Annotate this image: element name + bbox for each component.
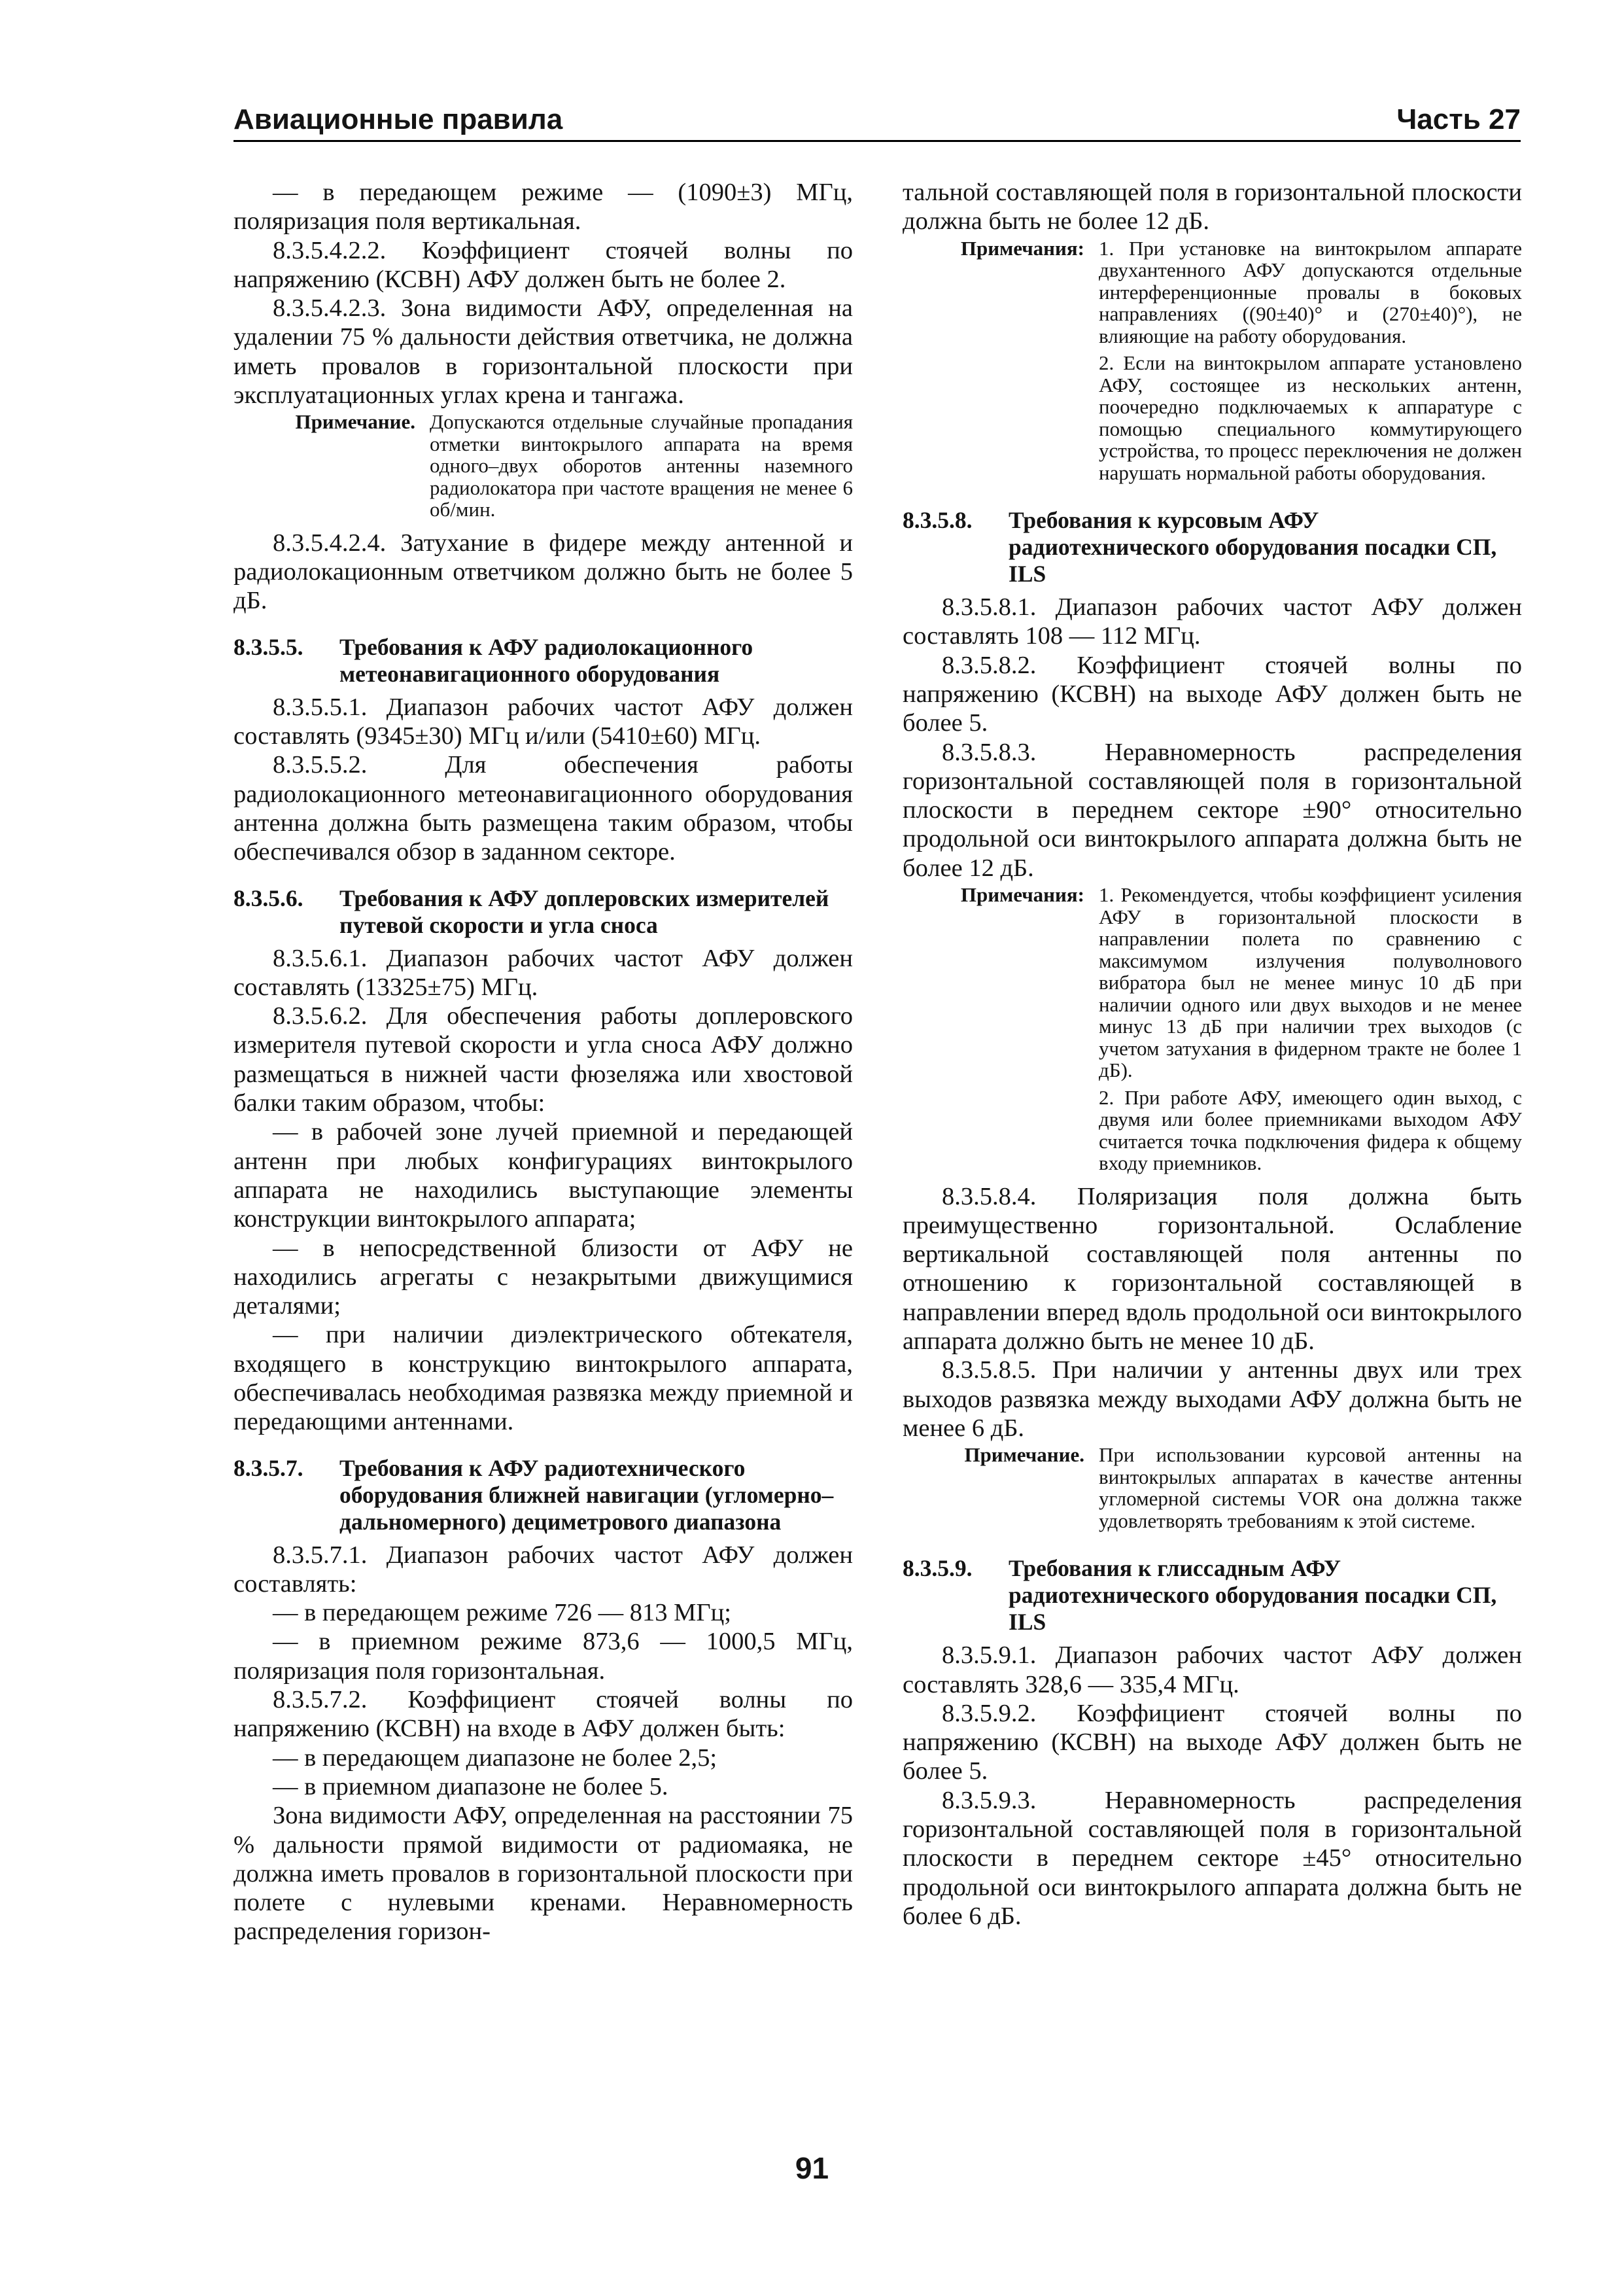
note-text: При использовании курсовой антенны на винтокрылых аппаратах в качестве антенны угломерной системы VOR она должна также удовлетворять требованиям к этой системе. xyxy=(1099,1443,1522,1532)
right-column xyxy=(903,178,1522,2114)
note xyxy=(233,411,853,526)
note-text xyxy=(1099,237,1522,489)
section-heading-8-3-5-5: 8.3.5.5. Требования к АФУ радиолокационного метеонавигационного оборудования xyxy=(233,633,753,687)
paragraph: Зона видимости АФУ, определенная на расстоянии 75 % дальности прямой видимости от радиомаяка, не должна иметь провалов в горизонтальной плоскости при полете с нулевыми кренами. Неравномерность распределения горизон- xyxy=(233,1802,853,1946)
paragraph: 8.3.5.4.2.3. Зона видимости АФУ, определенная на удалении 75 % дальности действия ответчика, не должна иметь провалов в горизонтальной плоскости при эксплуатационных углах крена и тангажа. xyxy=(233,294,853,410)
paragraph: 8.3.5.4.2.2. Коэффициент стоячей волны по напряжению (КСВН) АФУ должен быть не более 2. xyxy=(233,236,853,293)
note-label: Примечание. xyxy=(295,410,415,434)
paragraph: 8.3.5.8.2. Коэффициент стоячей волны по напряжению (КСВН) на выходе АФУ должен быть не более 5. xyxy=(903,651,1522,737)
paragraph: тальной составляющей поля в горизонтальной плоскости должна быть не более 12 дБ. xyxy=(903,179,1522,236)
section-heading-8-3-5-9: 8.3.5.9. Требования к глиссадным АФУ радиотехнического оборудования посадки СП, ILS xyxy=(903,1555,1497,1636)
note xyxy=(903,1444,1522,1537)
left-column xyxy=(233,178,853,2114)
note-item: 2. Если на винтокрылом аппарате установлено АФУ, состоящее из нескольких антенн, поочередно подключаемых к аппаратуре с помощью специального коммутирующего устройства, то процесс переключения не должен нарушать нормальной работы оборудования. xyxy=(1099,351,1522,484)
note-item: 1. При установке на винтокрылом аппарате двухантенного АФУ допускаются отдельные интерференционные провалы в боковых направлениях ((90±40)° и (270±40)°), не влияющие на работу оборудования. xyxy=(1099,236,1522,347)
paragraph: 8.3.5.6.1. Диапазон рабочих частот АФУ должен составлять (13325±75) МГц. xyxy=(233,944,853,1001)
paragraph: 8.3.5.5.1. Диапазон рабочих частот АФУ должен составлять (9345±30) МГц и/или (5410±60) МГц. xyxy=(233,693,853,750)
paragraph: — в приемном режиме 873,6 — 1000,5 МГц, поляризация поля горизонтальная. xyxy=(233,1628,853,1685)
section-heading-8-3-5-6: 8.3.5.6. Требования к АФУ доплеровских измерителей путевой скорости и угла сноса xyxy=(233,885,829,938)
note-label: Примечания: xyxy=(960,883,1084,907)
paragraph: 8.3.5.8.3. Неравномерность распределения горизонтальной составляющей поля в горизонтальной плоскости в переднем секторе ±90° относительно продольной оси винтокрылого аппарата должна быть не более 12 дБ. xyxy=(903,738,1522,882)
paragraph: 8.3.5.8.1. Диапазон рабочих частот АФУ должен составлять 108 — 112 МГц. xyxy=(903,593,1522,650)
paragraph: 8.3.5.4.2.4. Затухание в фидере между антенной и радиолокационным ответчиком должно быть не более 5 дБ. xyxy=(233,529,853,615)
paragraph: 8.3.5.7.2. Коэффициент стоячей волны по напряжению (КСВН) на входе в АФУ должен быть: xyxy=(233,1686,853,1743)
paragraph: 8.3.5.9.3. Неравномерность распределения горизонтальной составляющей поля в горизонтальной плоскости в переднем секторе ±45° относительно продольной оси винтокрылого аппарата должна быть не более 6 дБ. xyxy=(903,1786,1522,1930)
paragraph: — в передающем режиме 726 — 813 МГц; xyxy=(273,1599,731,1627)
header-rule xyxy=(233,140,1521,142)
note-label: Примечания: xyxy=(960,236,1084,260)
note-label: Примечание. xyxy=(964,1443,1084,1467)
notes xyxy=(903,884,1522,1180)
paragraph: — в рабочей зоне лучей приемной и передающей антенн при любых конфигурациях винтокрылого аппарата не находились выступающие элементы конструкции винтокрылого аппарата; xyxy=(233,1118,853,1233)
page-number: 91 xyxy=(795,2151,829,2185)
running-header-part: Часть 27 xyxy=(1396,103,1521,135)
paragraph: 8.3.5.6.2. Для обеспечения работы доплеровского измерителя путевой скорости и угла сноса АФУ должно размещаться в нижней части фюзеляжа или хвостовой балки таким образом, чтобы: xyxy=(233,1002,853,1117)
paragraph: — в приемном диапазоне не более 5. xyxy=(273,1772,668,1800)
notes xyxy=(903,237,1522,489)
paragraph: 8.3.5.9.2. Коэффициент стоячей волны по напряжению (КСВН) на выходе АФУ должен быть не более 5. xyxy=(903,1699,1522,1785)
paragraph: — в передающем режиме — (1090±3) МГц, поляризация поля вертикальная. xyxy=(233,179,853,236)
paragraph: 8.3.5.8.4. Поляризация поля должна быть преимущественно горизонтальной. Ослабление вертикальной составляющей поля антенны по отношению к горизонтальной составляющей в направлении вперед вдоль продольной оси винтокрылого аппарата должно быть не менее 10 дБ. xyxy=(903,1182,1522,1356)
paragraph: 8.3.5.5.2. Для обеспечения работы радиолокационного метеонавигационного оборудования антенна должна быть размещена таким образом, чтобы обеспечивался обзор в заданном секторе. xyxy=(233,751,853,866)
paragraph: 8.3.5.8.5. При наличии у антенны двух или трех выходов развязка между выходами АФУ должна быть не менее 6 дБ. xyxy=(903,1356,1522,1442)
paragraph: 8.3.5.7.1. Диапазон рабочих частот АФУ должен составлять: xyxy=(233,1541,853,1598)
running-header-title: Авиационные правила xyxy=(233,103,563,135)
note-text: Допускаются отдельные случайные пропадания отметки винтокрылого аппарата на время одного–двух оборотов антенны наземного радиолокатора при частоте вращения не менее 6 об/мин. xyxy=(430,410,853,521)
note-item: 1. Рекомендуется, чтобы коэффициент усиления АФУ в горизонтальной плоскости в направлении полета по сравнению с максимумом излучения полуволнового вибратора был не менее минус 10 дБ при наличии одного или двух выходов и не менее минус 13 дБ при наличии трех выходов (с учетом затухания в фидерном тракте не более 1 дБ). xyxy=(1099,883,1522,1082)
note-text xyxy=(1099,884,1522,1180)
section-heading-8-3-5-8: 8.3.5.8. Требования к курсовым АФУ радиотехнического оборудования посадки СП, ILS xyxy=(903,507,1497,587)
paragraph: — при наличии диэлектрического обтекателя, входящего в конструкцию винтокрылого аппарата, обеспечивалась необходимая развязка между приемной и передающими антеннами. xyxy=(233,1321,853,1436)
section-heading-8-3-5-7: 8.3.5.7. Требования к АФУ радиотехнического оборудования ближней навигации (угломерно–дальномерного) дециметрового диапазона xyxy=(233,1454,834,1535)
paragraph: — в передающем диапазоне не более 2,5; xyxy=(273,1743,717,1772)
note-item: 2. При работе АФУ, имеющего один выход, с двумя или более приемниками выходом АФУ считается точка подключения фидера к общему входу приемников. xyxy=(1099,1085,1522,1175)
paragraph: — в непосредственной близости от АФУ не находились агрегаты с незакрытыми движущимися деталями; xyxy=(233,1234,853,1320)
paragraph: 8.3.5.9.1. Диапазон рабочих частот АФУ должен составлять 328,6 — 335,4 МГц. xyxy=(903,1641,1522,1698)
